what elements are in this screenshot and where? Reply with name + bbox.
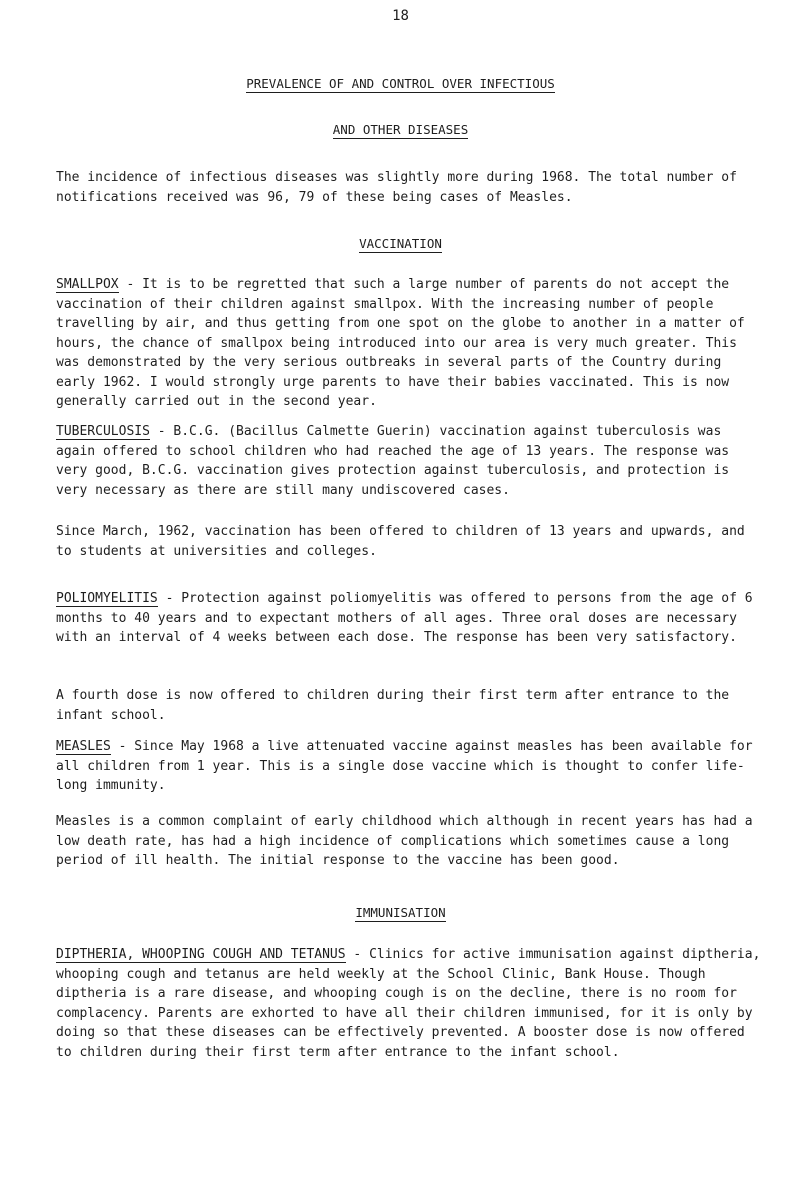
measles-text: - Since May 1968 a live attenuated vaccine against measles has been available for all children from 1 year. This is a single dose vaccine which is thought to confer life-long immunity. xyxy=(56,739,753,793)
tuberculosis-label: TUBERCULOSIS xyxy=(56,424,150,439)
measles-label: MEASLES xyxy=(56,739,111,754)
smallpox-paragraph xyxy=(56,275,766,412)
smallpox-text: - It is to be regretted that such a large number of parents do not accept the vaccination of their children against smallpox. With the increasing number of people travelling by air, and thus getting from one spot on the globe to another in a matter of hours, the chance of smallpox being introduced into our area is very much greater. This was demonstrated by the very serious outbreaks in several parts of the Country during early 1962. I would strongly urge parents to have their babies vaccinated. This is now generally carried out in the second year. xyxy=(56,277,745,409)
poliomyelitis-followup: A fourth dose is now offered to children during their first term after entrance to the infant school. xyxy=(56,688,730,723)
poliomyelitis-label: POLIOMYELITIS xyxy=(56,591,158,606)
measles-followup: Measles is a common complaint of early childhood which although in recent years has had a low death rate, has had a high incidence of complications which sometimes cause a long period of ill health. The initial response to the vaccine has been good. xyxy=(56,814,753,868)
immunisation-text: - Clinics for active immunisation against diptheria, whooping cough and tetanus are held weekly at the School Clinic, Bank House. Though diptheria is a rare disease, and whooping cough is on the decline, there is no room for complacency. Parents are exhorted to have all their children immunised, for it is only by doing so that these diseases can be effectively prevented. A booster dose is now offered to children during their first term after entrance to the infant school. xyxy=(56,947,761,1060)
immunisation-paragraph xyxy=(56,945,766,1062)
title-line-2: AND OTHER DISEASES xyxy=(332,122,469,137)
intro-paragraph: The incidence of infectious diseases was slightly more during 1968. The total number of notifications received was 96, 79 of these being cases of Measles. xyxy=(56,170,737,205)
vaccination-heading: VACCINATION xyxy=(359,236,442,251)
measles-paragraph xyxy=(56,737,766,796)
immunisation-label: DIPTHERIA, WHOOPING COUGH AND TETANUS xyxy=(56,947,346,962)
poliomyelitis-text: - Protection against poliomyelitis was offered to persons from the age of 6 months to 40 years and to expectant mothers of all ages. Three oral doses are necessary with an interval of 4 weeks between each dose. The response has been very satisfactory. xyxy=(56,591,753,645)
tuberculosis-followup: Since March, 1962, vaccination has been offered to children of 13 years and upwards, and to students at universities and colleges. xyxy=(56,524,745,559)
title-line-1: PREVALENCE OF AND CONTROL OVER INFECTIOUS xyxy=(246,76,555,91)
smallpox-label: SMALLPOX xyxy=(56,277,119,292)
poliomyelitis-paragraph xyxy=(56,589,766,648)
page-number: 18 xyxy=(392,8,409,24)
immunisation-heading: IMMUNISATION xyxy=(355,905,446,920)
tuberculosis-paragraph xyxy=(56,422,766,500)
tuberculosis-text: - B.C.G. (Bacillus Calmette Guerin) vaccination against tuberculosis was again offered to school children who had reached the age of 13 years. The response was very good, B.C.G. vaccination gives protection against tuberculosis, and protection is very necessary as there are still many undiscovered cases. xyxy=(56,424,730,498)
